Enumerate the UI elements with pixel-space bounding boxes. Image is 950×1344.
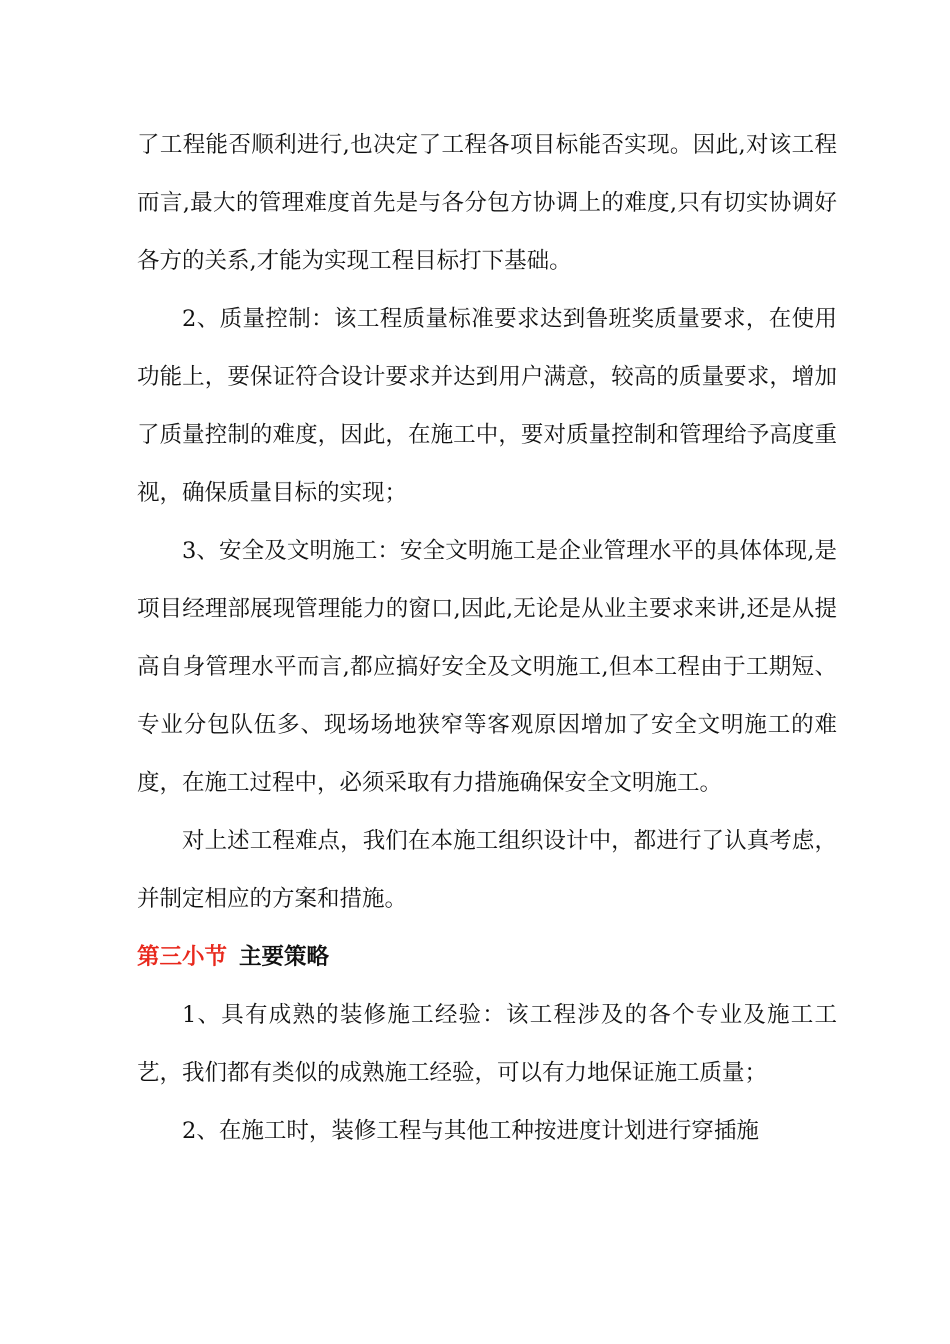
paragraph-quality-control: 2、质量控制：该工程质量标准要求达到鲁班奖质量要求，在使用功能上，要保证符合设计要求并达到用户满意，较高的质量要求，增加了质量控制的难度，因此，在施工中，要对质量控制和管理给予高度重视，确保质量目标的实现； <box>137 306 837 506</box>
paragraph-safety-civilized-construction: 3、安全及文明施工：安全文明施工是企业管理水平的具体体现,是项目经理部展现管理能力的窗口,因此,无论是从业主要求来讲,还是从提高自身管理水平而言,都应搞好安全及文明施工,但本工程由于工期短、专业分包队伍多、现场场地狭窄等客观原因增加了安全文明施工的难度，在施工过程中，必须采取有力措施确保安全文明施工。 <box>137 538 837 796</box>
paragraph-strategy-2: 2、在施工时，装修工程与其他工种按进度计划进行穿插施 <box>182 1118 759 1144</box>
document-page <box>137 116 837 1160</box>
section-title: 主要策略 <box>239 944 330 970</box>
paragraph-strategy-1: 1、具有成熟的装修施工经验：该工程涉及的各个专业及施工工艺，我们都有类似的成熟施工经验，可以有力地保证施工质量； <box>137 1002 837 1086</box>
paragraph-continuation: 了工程能否顺利进行,也决定了工程各项目标能否实现。因此,对该工程而言,最大的管理难度首先是与各分包方协调上的难度,只有切实协调好各方的关系,才能为实现工程目标打下基础。 <box>137 132 837 274</box>
paragraph-summary: 对上述工程难点，我们在本施工组织设计中，都进行了认真考虑，并制定相应的方案和措施。 <box>137 828 837 912</box>
section-heading <box>137 928 837 986</box>
section-number: 第三小节 <box>137 944 228 970</box>
